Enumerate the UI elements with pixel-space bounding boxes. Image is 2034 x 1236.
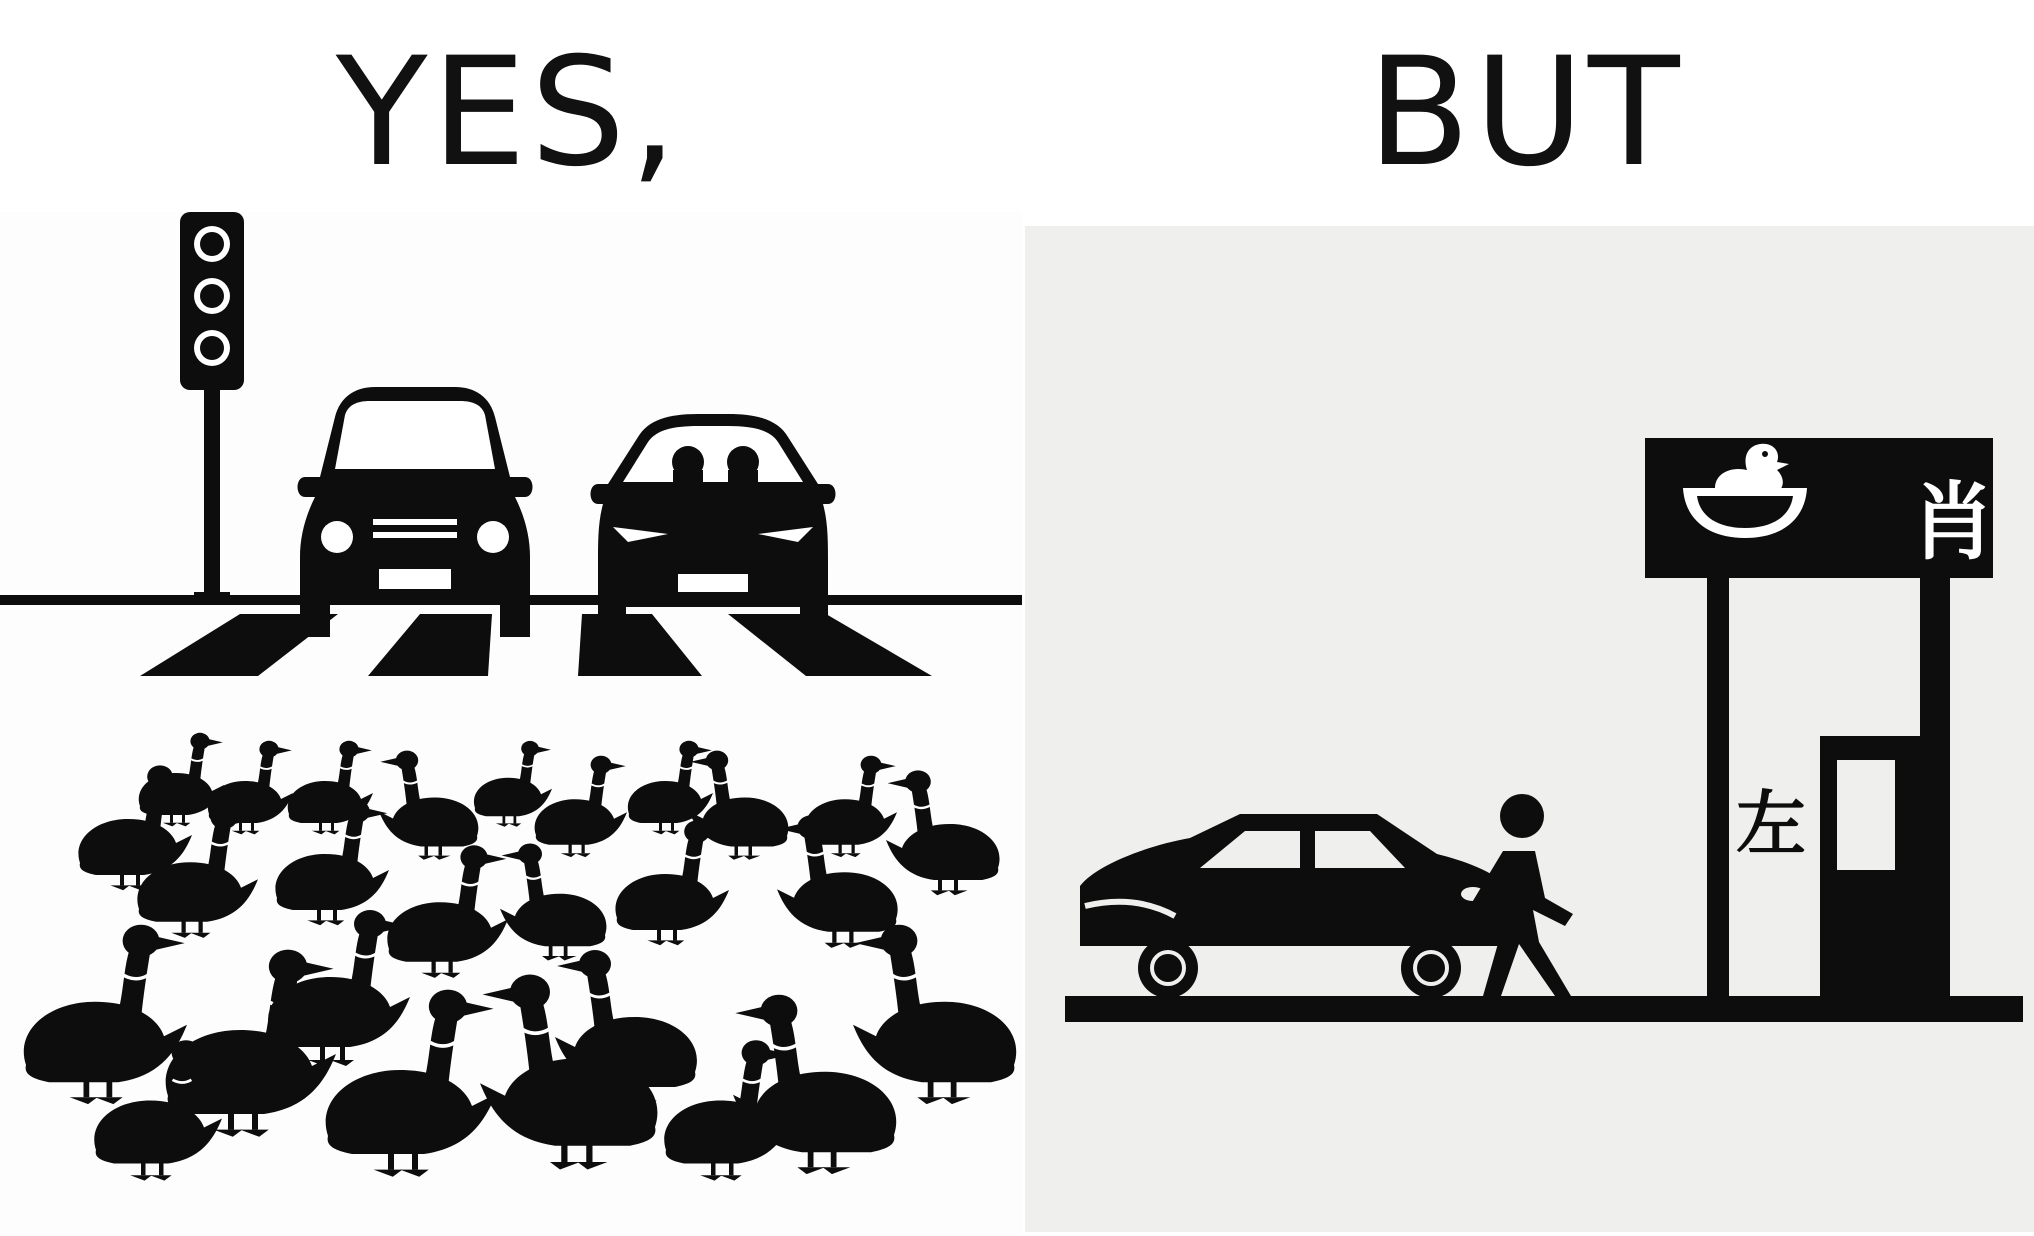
pedestrian-icon bbox=[1465, 794, 1573, 996]
car-icon-left bbox=[298, 387, 533, 637]
ground-line bbox=[1065, 996, 2023, 1022]
left-panel bbox=[0, 212, 1022, 1236]
car-icon-right bbox=[591, 414, 836, 637]
duck-flock bbox=[24, 733, 1016, 1181]
sign-char-top: 肖 bbox=[1910, 473, 1996, 571]
car-icon bbox=[1080, 814, 1515, 998]
right-panel bbox=[1025, 226, 2034, 1232]
right-scene bbox=[1025, 226, 2034, 1232]
duck-shop bbox=[1645, 438, 1995, 996]
caption-yes: YES, bbox=[335, 26, 682, 200]
left-scene bbox=[0, 212, 1022, 1236]
sign-char-side: 左 bbox=[1736, 783, 1806, 865]
crosswalk bbox=[140, 614, 932, 676]
traffic-light-icon bbox=[180, 212, 244, 604]
caption-but: BUT bbox=[1367, 26, 1684, 200]
